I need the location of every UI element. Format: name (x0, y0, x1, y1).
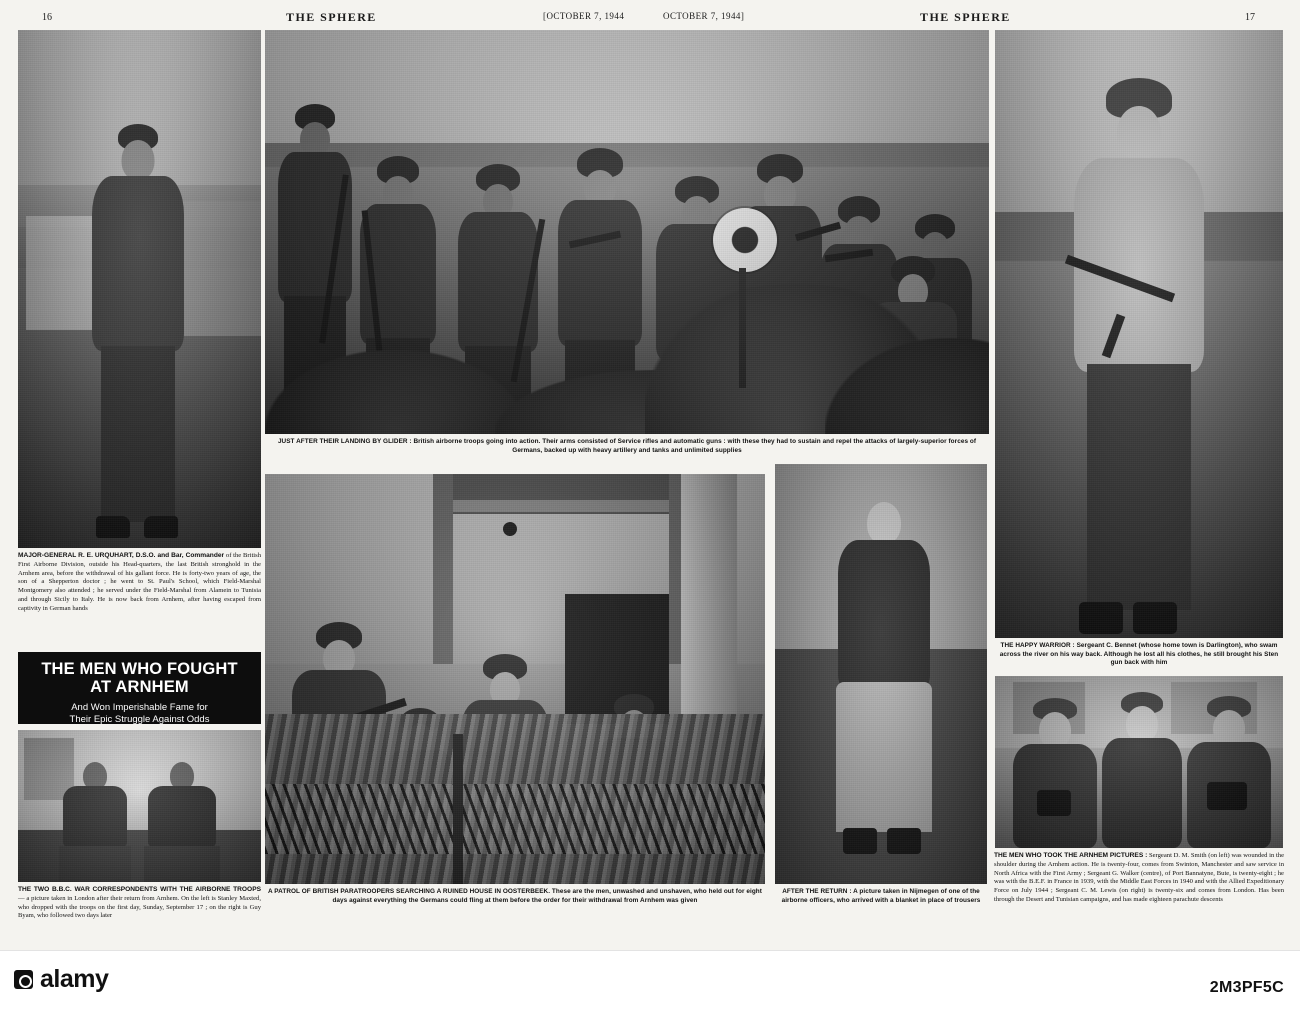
masthead-right: THE SPHERE (920, 10, 1011, 24)
caption-happy-warrior (994, 642, 1284, 668)
caption-urquhart-lead: MAJOR-GENERAL R. E. URQUHART, D.S.O. and Bar, Commander (18, 552, 225, 559)
caption-photographers-text: Sergeant D. M. Smith (on left) was wounded in the shoulder during the Arnhem action. He is twenty-four, comes from Swinton, Manchester and saw service in North Africa with the First Army ; Sergeant G. Walker (centre), of Port Bannatyne, Bute, is twenty-eight ; he was with the B.E.F. in France in 1939, with the Middle East Forces in 1940 and with the Allied Expeditionary Force on July 1944 ; Sergeant C. M. Lewis (on right) is twenty-six and comes from London. Has been through the Desert and Tunisian campaigns, and has made eighteen parachute descents (994, 852, 1284, 904)
caption-warrior-text: Sergeant C. Bennet (whose home town is Darlington), who swam across the river on his way back. Although he lost all his clothes, he still brought his Sten gun back with him (999, 642, 1279, 667)
headline-line1: THE MEN WHO FOUGHT (41, 660, 238, 678)
caption-patrol-oosterbeek (266, 888, 764, 905)
photo-urquhart (18, 30, 261, 548)
caption-patrol-text: These are the men, unwashed and unshaven, who held out for eight days against everything the Germans could fling at them before the order for their withdrawal from Arnhem was given (332, 888, 762, 904)
photo-glider-landing (265, 30, 989, 434)
headline-sub2: Their Epic Struggle Against Odds (69, 714, 210, 726)
photo-after-return (775, 464, 987, 884)
folio-left: 16 (42, 12, 52, 23)
caption-arnhem-photographers (994, 852, 1284, 905)
caption-after-return (774, 888, 988, 905)
caption-urquhart-text: of the British First Airborne Division, outside his Head-quarters, the last British stronghold in the Arnhem area, before the withdrawal of his gallant force. He is forty-two years of age, the son of a Shepperton doctor ; he went to St. Paul's School, which Field-Marshal Montgomery also attended ; he served under the Field-Marshal from Alamein to Tunisia and through Sicily to Italy. He is now back from Arnhem, after having escaped from captivity in German hands (18, 552, 261, 612)
caption-photographers-lead: THE MEN WHO TOOK THE ARNHEM PICTURES : (994, 852, 1148, 859)
photo-bbc-correspondents (18, 730, 261, 882)
photo-happy-warrior (995, 30, 1283, 638)
stock-watermark-bar (0, 950, 1300, 1028)
alamy-mark-icon (14, 970, 33, 989)
headline-sub1: And Won Imperishable Fame for (71, 701, 208, 713)
caption-bbc-lead: THE TWO B.B.C. WAR CORRESPONDENTS WITH THE AIRBORNE TROOPS (18, 886, 261, 893)
masthead-left: THE SPHERE (286, 10, 377, 24)
photo-arnhem-photographers (995, 676, 1283, 848)
alamy-logo (14, 965, 108, 994)
caption-bbc-text: — a picture taken in London after their return from Arnhem. On the left is Stanley Maxted, who dropped with the troops on the first day, Sunday, September 17 ; on the right is Guy Byam, who followed two days later (18, 894, 261, 920)
caption-glider-landing (268, 438, 986, 455)
caption-return-text: A picture taken in Nijmegen of one of the airborne officers, who arrived with a blanket in place of trousers (781, 888, 981, 904)
alamy-image-id: 2M3PF5C (1209, 979, 1284, 996)
caption-urquhart (18, 552, 261, 614)
photo-patrol-oosterbeek (265, 474, 765, 884)
folio-right: 17 (1245, 12, 1255, 23)
issue-date-left: [OCTOBER 7, 1944 (543, 11, 625, 21)
headline-block (18, 652, 261, 724)
issue-date-right: OCTOBER 7, 1944] (663, 11, 745, 21)
caption-return-lead: AFTER THE RETURN : (782, 888, 852, 895)
caption-glider-lead: JUST AFTER THEIR LANDING BY GLIDER : (277, 438, 412, 445)
alamy-wordmark: alamy (40, 965, 109, 993)
headline-line2: AT ARNHEM (90, 678, 189, 697)
caption-glider-text: British airborne troops going into action. Their arms consisted of Service rifles and automatic guns : with these they had to sustain and repel the attacks of largely-superior forces of Germans, backed up with heavy artillery and tanks and unlimited supplies (411, 438, 977, 454)
caption-warrior-lead: THE HAPPY WARRIOR : (1000, 642, 1075, 649)
caption-patrol-lead: A PATROL OF BRITISH PARATROOPERS SEARCHING A RUINED HOUSE IN OOSTERBEEK. (268, 888, 551, 895)
caption-bbc-correspondents (18, 886, 261, 921)
